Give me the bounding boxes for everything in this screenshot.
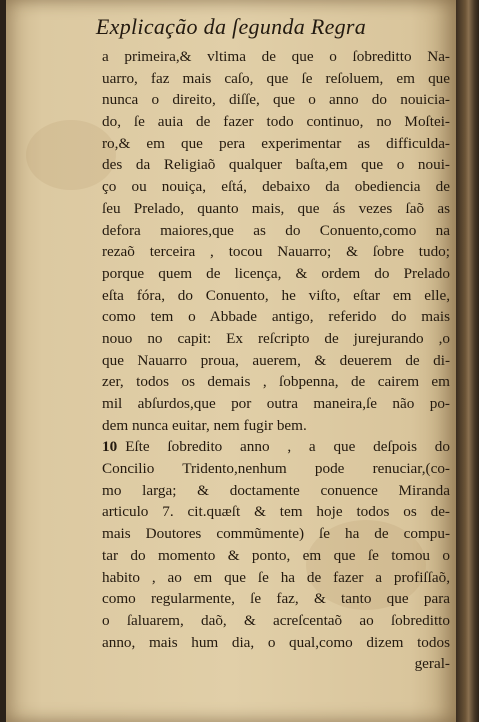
text-line: ro,& em que pera experimentar as difficulda- bbox=[102, 134, 450, 152]
text-line: porque quem de licença, & ordem do Prelado bbox=[102, 264, 450, 282]
text-line: dem nunca euitar, nem fugir bem. bbox=[102, 416, 307, 434]
page-edge bbox=[456, 0, 479, 722]
text-line: o ſaluarem, daõ, & acreſcentaõ ao ſobreditto bbox=[102, 611, 450, 629]
text-line: zer, todos os demais , ſobpenna, de cairem em bbox=[102, 373, 450, 391]
text-line: mais Doutores commũmente) ſe ha de compu- bbox=[102, 525, 450, 543]
book-page bbox=[6, 0, 456, 722]
text-line: defora maiores,que as do Conuento,como na bbox=[102, 221, 450, 239]
text-line: mil abſurdos,que por outra maneira,ſe não po- bbox=[102, 395, 450, 412]
text-line: des da Religiaõ qualquer baſta,em que o noui- bbox=[102, 156, 450, 174]
running-head: Explicação da ſegunda Regra bbox=[95, 14, 367, 39]
text-line: como regularmente, ſe faz, & tanto que para bbox=[102, 590, 450, 608]
text-line-content: Eſte ſobredito anno , a que deſpois do bbox=[125, 438, 450, 456]
text-line: articulo 7. cit.quæſt & tem hoje todos os de- bbox=[102, 503, 450, 521]
paragraph-number: 10 bbox=[102, 438, 118, 456]
text-line: a primeira,& vltima de que o ſobreditto Na- bbox=[102, 48, 450, 65]
text-line: mo larga; & doctamente conuence Miranda bbox=[102, 481, 450, 499]
text-line: nunca o direito, diſſe, que o anno do nouicia- bbox=[102, 91, 450, 109]
text-line bbox=[102, 436, 450, 458]
catchword: geral- bbox=[414, 655, 450, 673]
text-line: do, ſe auia de fazer todo continuo, no Moſtei- bbox=[102, 113, 450, 131]
text-line: tar do momento & ponto, em que ſe tomou o bbox=[102, 546, 450, 564]
text-line: que Nauarro proua, auerem, & deuerem de di- bbox=[102, 351, 450, 369]
text-line: uarro, faz mais caſo, que ſe reſoluem, em que bbox=[102, 69, 450, 87]
text-line: ço ou nouiça, eſtá, debaixo da obediencia de bbox=[102, 178, 450, 196]
text-line: rezaõ terceira , tocou Nauarro; & ſobre tudo; bbox=[102, 243, 450, 261]
text-line: anno, mais hum dia, o qual,como dizem todos bbox=[102, 633, 450, 651]
text-line: habito , ao em que ſe ha de fazer a profiſſaõ, bbox=[102, 568, 450, 586]
text-line: nouo no capit: Ex reſcripto de jurejurando ,o bbox=[102, 329, 450, 347]
text-line: ſeu Prelado, quanto mais, que ás vezes ſaõ as bbox=[102, 199, 450, 217]
text-line: eſta fóra, do Conuento, he viſto, eſtar em elle, bbox=[102, 286, 450, 304]
text-line: Concilio Tridento,nenhum pode renuciar,(co- bbox=[102, 460, 450, 478]
body-text bbox=[102, 46, 450, 675]
text-line: como tem o Abbade antigo, referido do mais bbox=[102, 308, 450, 326]
